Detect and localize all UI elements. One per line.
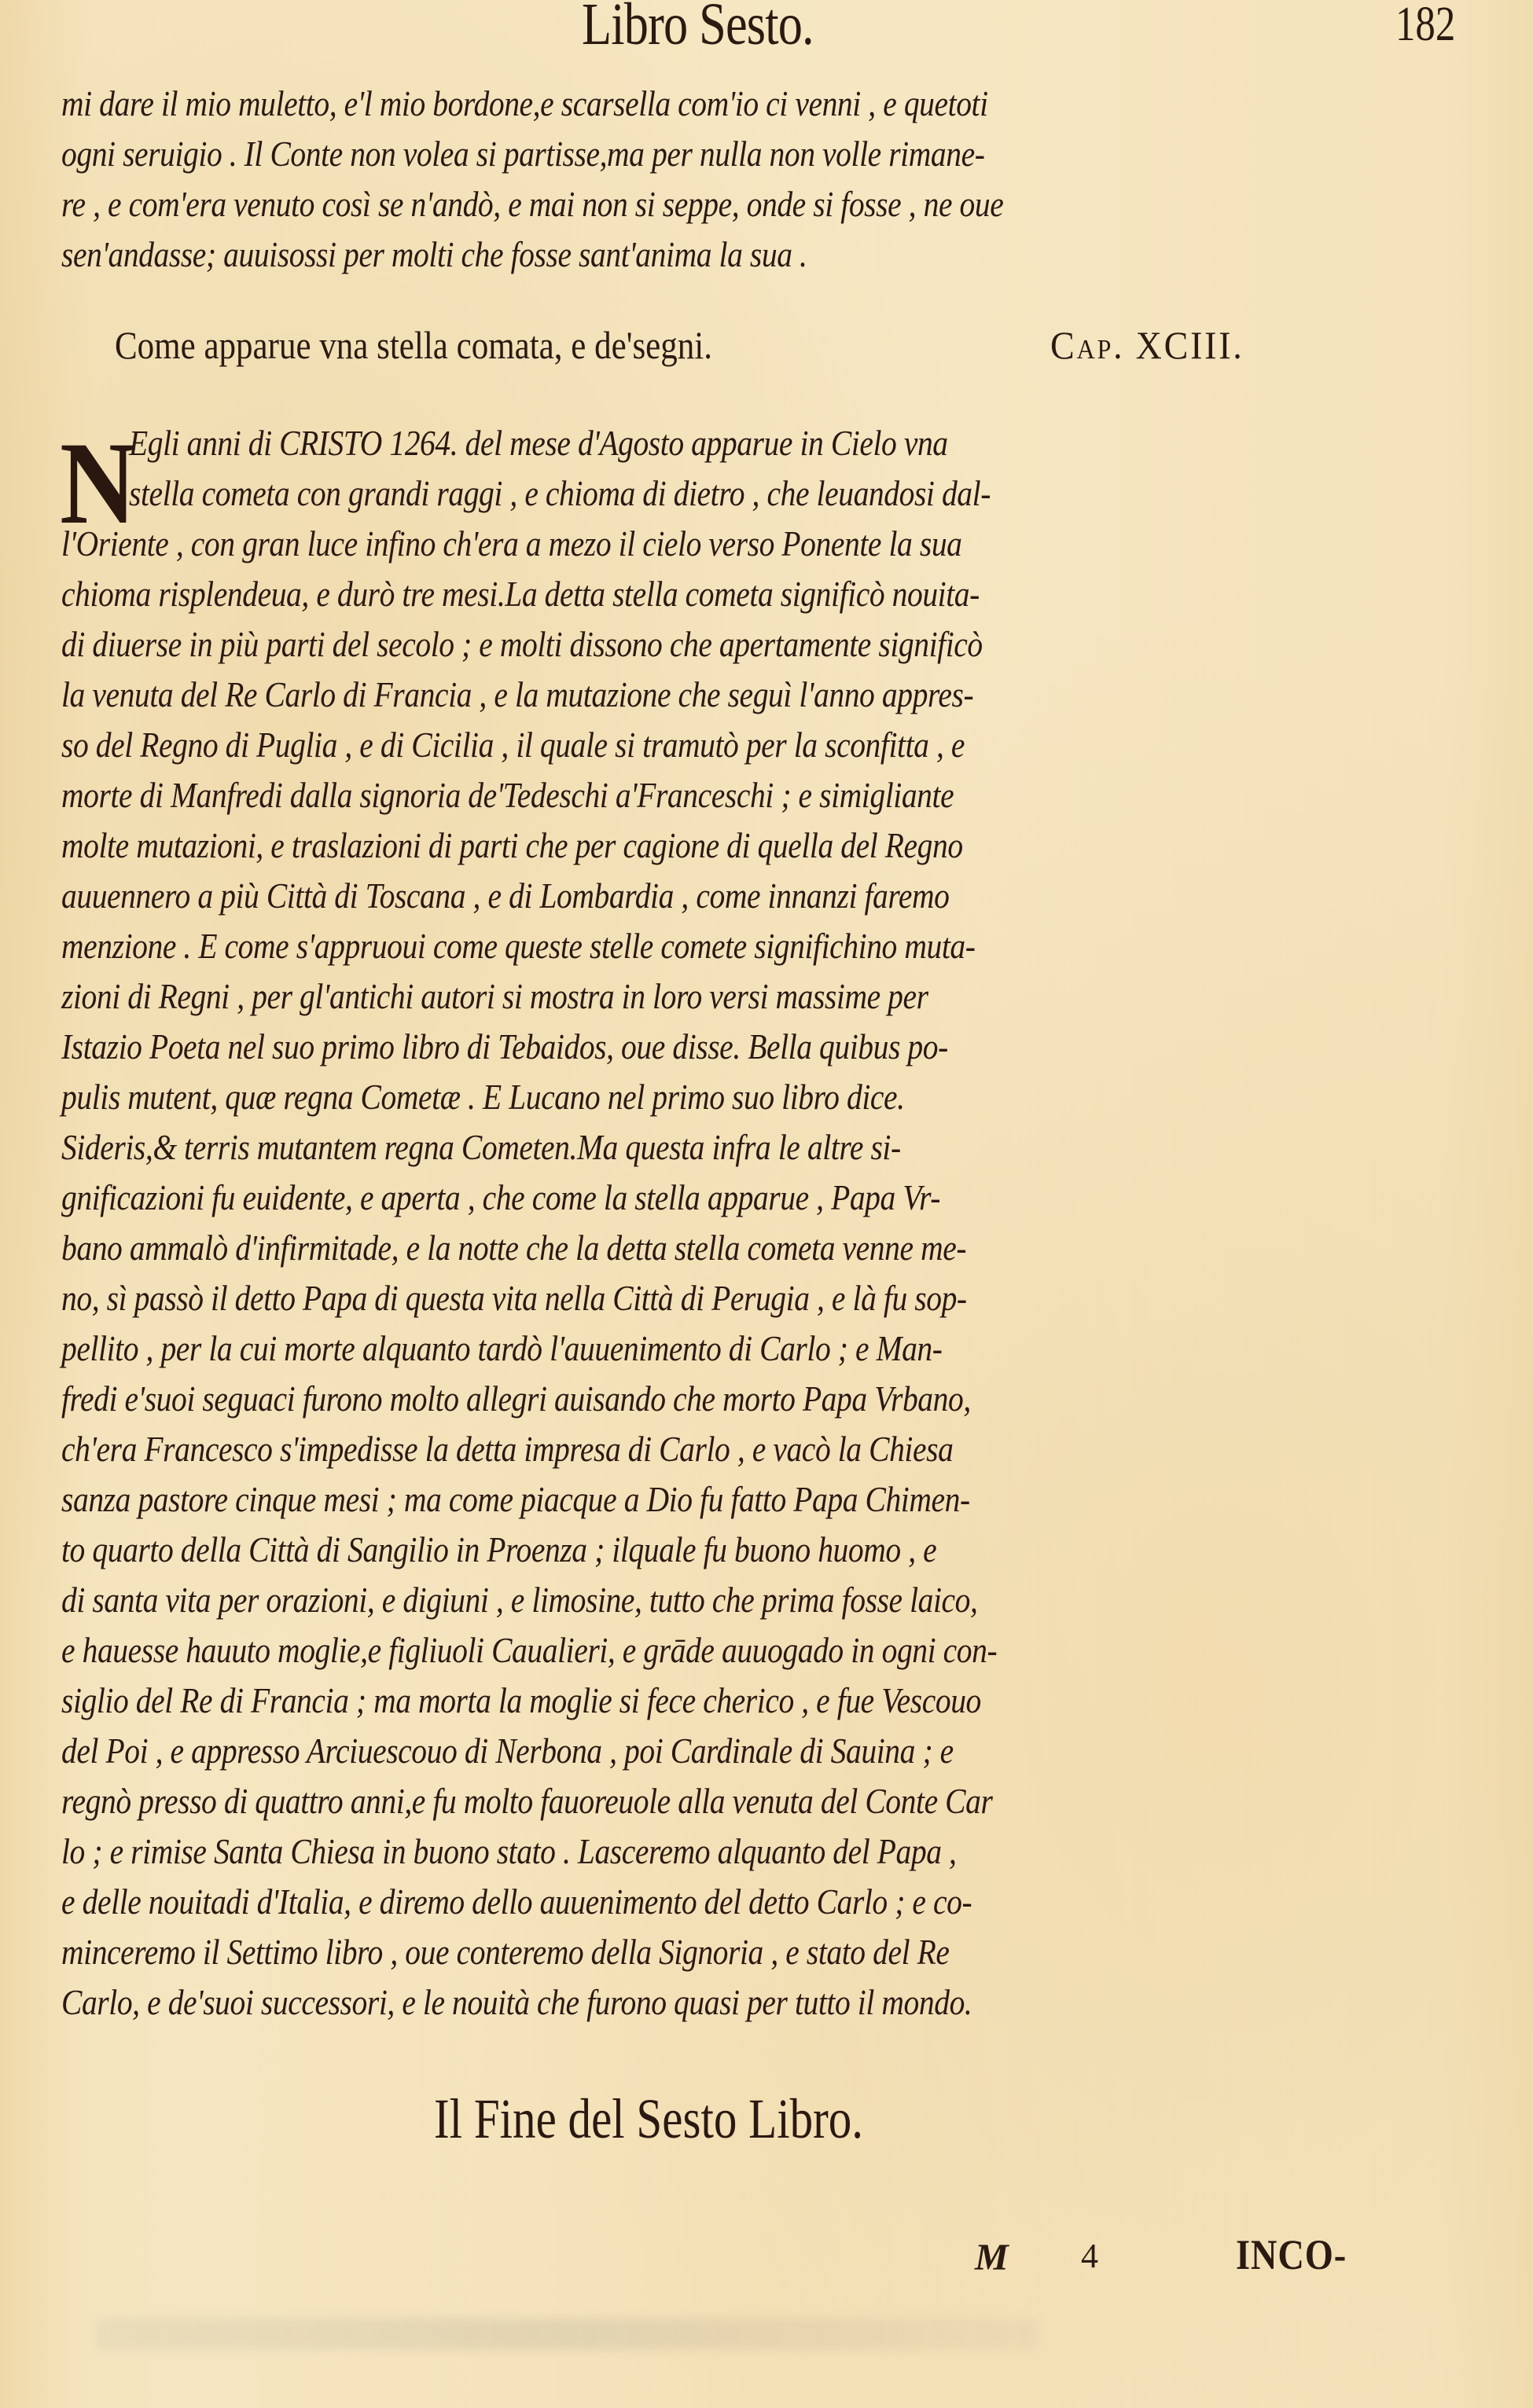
- text-line: stella cometa con grandi raggi , e chioma di dietro , che leuandosi dal-: [129, 473, 991, 513]
- text-line: menzione . E come s'appruoui come queste stelle comete significhino muta-: [61, 926, 976, 966]
- text-line: chioma risplendeua, e durò tre mesi.La detta stella cometa significò nouita-: [61, 574, 980, 614]
- text-line: so del Regno di Puglia , e di Cicilia , il quale si tramutò per la sconfitta , e: [61, 725, 965, 765]
- text-line: Carlo, e de'suoi successori, e le nouità che furono quasi per tutto il mondo.: [61, 1982, 972, 2022]
- text-line: pulis mutent, quæ regna Cometæ . E Lucano nel primo suo libro dice.: [61, 1077, 905, 1117]
- text-line: Istazio Poeta nel suo primo libro di Tebaidos, oue disse. Bella quibus po-: [61, 1026, 948, 1066]
- page-number: 182: [1395, 0, 1456, 51]
- catchword: INCO-: [1236, 2231, 1347, 2278]
- text-line: minceremo il Settimo libro , oue conteremo della Signoria , e stato del Re: [61, 1932, 950, 1972]
- text-line: no, sì passò il detto Papa di questa vita nella Città di Perugia , e là fu sop-: [61, 1278, 967, 1318]
- text-line: Egli anni di CRISTO 1264. del mese d'Agosto apparue in Cielo vna: [129, 423, 948, 463]
- chapter-heading: [115, 322, 1451, 369]
- chapter-title: Come apparue vna stella comata, e de'segni.: [115, 323, 712, 367]
- signature-mark: M: [975, 2237, 1009, 2278]
- book-end-title: Il Fine del Sesto Libro.: [434, 2087, 864, 2150]
- show-through-bleed: [94, 2318, 1038, 2350]
- running-title: Libro Sesto.: [582, 0, 814, 57]
- text-line: l'Oriente , con gran luce infino ch'era a mezo il cielo verso Ponente la sua: [61, 523, 962, 563]
- text-line: gnificazioni fu euidente, e aperta , che come la stella apparue , Papa Vr-: [61, 1177, 941, 1217]
- text-line: to quarto della Città di Sangilio in Proenza ; ilquale fu buono huomo , e: [61, 1529, 937, 1569]
- drop-cap: N: [60, 418, 137, 549]
- text-line: del Poi , e appresso Arciuescouo di Nerbona , poi Cardinale di Sauina ; e: [61, 1731, 954, 1771]
- main-paragraph: [61, 418, 1398, 2028]
- text-line: regnò presso di quattro anni,e fu molto fauoreuole alla venuta del Conte Car: [61, 1781, 993, 1821]
- text-line: la venuta del Re Carlo di Francia , e la mutazione che seguì l'anno appres-: [61, 674, 974, 714]
- text-line: molte mutazioni, e traslazioni di parti che per cagione di quella del Regno: [61, 825, 963, 865]
- text-line: fredi e'suoi seguaci furono molto allegri auisando che morto Papa Vrbano,: [61, 1378, 971, 1419]
- text-line: ch'era Francesco s'impedisse la detta impresa di Carlo , e vacò la Chiesa: [61, 1429, 954, 1469]
- text-line: lo ; e rimise Santa Chiesa in buono stato . Lasceremo alquanto del Papa ,: [61, 1831, 957, 1871]
- text-line: sanza pastore cinque mesi ; ma come piacque a Dio fu fatto Papa Chimen-: [61, 1479, 970, 1519]
- text-line: mi dare il mio muletto, e'l mio bordone,e scarsella com'io ci venni , e quetoti: [61, 83, 988, 123]
- running-head: [0, 0, 1533, 60]
- signature-number: 4: [1081, 2237, 1098, 2275]
- text-line: di santa vita per orazioni, e digiuni , e limosine, tutto che prima fosse laico,: [61, 1580, 978, 1620]
- top-paragraph: [61, 79, 1398, 280]
- text-line: siglio del Re di Francia ; ma morta la moglie si fece cherico , e fue Vescouo: [61, 1680, 981, 1720]
- text-line: pellito , per la cui morte alquanto tardò l'auuenimento di Carlo ; e Man-: [61, 1328, 943, 1368]
- text-line: e hauesse hauuto moglie,e figliuoli Caualieri, e grāde auuogado in ogni con-: [61, 1630, 998, 1670]
- text-line: sen'andasse; auuisossi per molti che fosse sant'anima la sua .: [61, 234, 807, 274]
- text-line: e delle nouitadi d'Italia, e diremo dello auuenimento del detto Carlo ; e co-: [61, 1881, 972, 1922]
- text-line: di diuerse in più parti del secolo ; e molti dissono che apertamente significò: [61, 624, 983, 664]
- chapter-number: Cap. XCIII.: [1050, 323, 1244, 367]
- text-line: re , e com'era venuto così se n'andò, e mai non si seppe, onde si fosse , ne oue: [61, 184, 1004, 224]
- text-line: morte di Manfredi dalla signoria de'Tedeschi a'Franceschi ; e simigliante: [61, 775, 954, 815]
- text-line: zioni di Regni , per gl'antichi autori si mostra in loro versi massime per: [61, 976, 928, 1016]
- text-line: auuennero a più Città di Toscana , e di Lombardia , come innanzi faremo: [61, 875, 950, 916]
- text-line: ogni seruigio . Il Conte non volea si partisse,ma per nulla non volle rimane-: [61, 134, 985, 174]
- text-line: Sideris,& terris mutantem regna Cometen.Ma questa infra le altre si-: [61, 1127, 901, 1167]
- text-line: bano ammalò d'infirmitade, e la notte che la detta stella cometa venne me-: [61, 1228, 967, 1268]
